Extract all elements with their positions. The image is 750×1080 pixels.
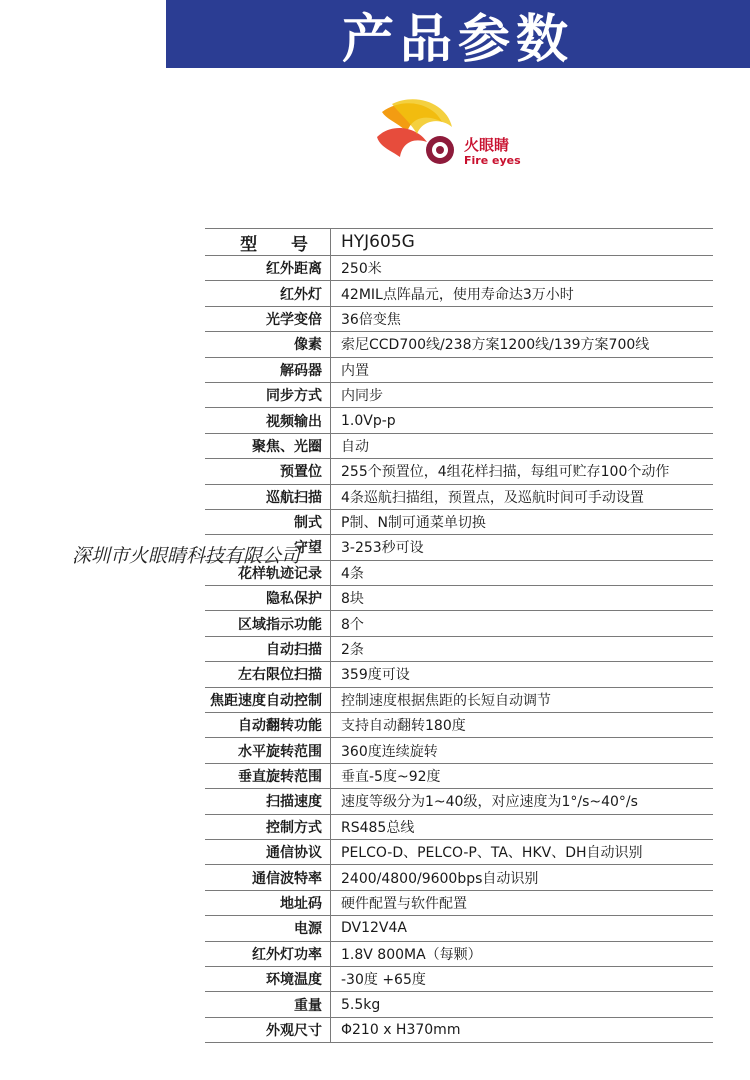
spec-value: 4条 [341, 565, 364, 582]
spec-label: 预置位 [205, 459, 331, 483]
spec-row [205, 358, 713, 383]
spec-row [205, 485, 713, 510]
spec-value: 360度连续旋转 [341, 743, 438, 760]
spec-label: 垂直旋转范围 [205, 764, 331, 788]
spec-label: 通信波特率 [205, 865, 331, 889]
spec-row [205, 434, 713, 459]
spec-value: 1.0Vp-p [341, 412, 396, 429]
spec-row [205, 688, 713, 713]
spec-value: 支持自动翻转180度 [341, 718, 466, 735]
spec-label: 巡航扫描 [205, 485, 331, 509]
spec-label: 制式 [205, 510, 331, 534]
spec-label: 自动翻转功能 [205, 713, 331, 737]
spec-value: 359度可设 [341, 667, 410, 684]
spec-row [205, 789, 713, 814]
spec-label: 外观尺寸 [205, 1018, 331, 1042]
spec-row [205, 332, 713, 357]
spec-label: 自动扫描 [205, 637, 331, 661]
spec-value: 255个预置位，4组花样扫描，每组可贮存100个动作 [341, 464, 670, 481]
spec-row [205, 1018, 713, 1043]
logo-name-cn: 火眼睛 [464, 136, 510, 154]
spec-value: 36倍变焦 [341, 311, 401, 328]
spec-row [205, 637, 713, 662]
spec-label: 守望 [205, 535, 331, 559]
spec-label: 扫描速度 [205, 789, 331, 813]
spec-label: 环境温度 [205, 967, 331, 991]
spec-value: 索尼CCD700线/238方案1200线/139方案700线 [341, 337, 650, 354]
spec-label: 电源 [205, 916, 331, 940]
spec-label: 左右限位扫描 [205, 662, 331, 686]
spec-table [205, 228, 713, 1043]
spec-value: HYJ605G [341, 232, 415, 252]
logo-name-en: Fire eyes [464, 154, 521, 167]
spec-label: 型 号 [205, 229, 331, 255]
spec-row [205, 662, 713, 687]
spec-value: 3-253秒可设 [341, 540, 424, 557]
spec-row [205, 865, 713, 890]
spec-label: 水平旋转范围 [205, 738, 331, 762]
spec-value: 控制速度根据焦距的长短自动调节 [341, 692, 551, 709]
spec-value: 硬件配置与软件配置 [341, 895, 467, 912]
spec-label: 控制方式 [205, 815, 331, 839]
spec-value: 2条 [341, 642, 364, 659]
spec-value: P制、N制可通菜单切换 [341, 515, 486, 532]
spec-row [205, 586, 713, 611]
spec-value: -30度 +65度 [341, 972, 426, 989]
spec-row [205, 408, 713, 433]
spec-label: 焦距速度自动控制 [205, 688, 331, 712]
spec-row [205, 228, 713, 256]
spec-row [205, 815, 713, 840]
spec-row [205, 764, 713, 789]
spec-row [205, 840, 713, 865]
spec-row [205, 992, 713, 1017]
spec-row [205, 510, 713, 535]
page-title: 产品参数 [341, 9, 574, 70]
spec-label: 花样轨迹记录 [205, 561, 331, 585]
spec-row [205, 535, 713, 560]
spec-row [205, 561, 713, 586]
spec-value: 速度等级分为1~40级，对应速度为1°/s~40°/s [341, 794, 638, 811]
spec-value: 42MIL点阵晶元，使用寿命达3万小时 [341, 286, 574, 303]
spec-value: 垂直-5度~92度 [341, 769, 441, 785]
spec-value: DV12V4A [341, 920, 407, 937]
spec-label: 视频输出 [205, 408, 331, 432]
spec-row [205, 256, 713, 281]
spec-row [205, 307, 713, 332]
spec-value: 内置 [341, 362, 369, 379]
spec-label: 通信协议 [205, 840, 331, 864]
spec-value: 250米 [341, 261, 382, 278]
spec-row [205, 713, 713, 738]
spec-value: 自动 [341, 438, 369, 455]
spec-value: 1.8V 800MA（每颗） [341, 946, 482, 963]
spec-row [205, 967, 713, 992]
spec-value: RS485总线 [341, 819, 415, 836]
spec-row [205, 383, 713, 408]
watermark: 深圳市火眼睛科技有限公司 [72, 545, 301, 567]
spec-value: 2400/4800/9600bps自动识别 [341, 870, 539, 887]
spec-value: 内同步 [341, 388, 383, 405]
header-banner [166, 0, 750, 68]
spec-value: Φ210 x H370mm [341, 1021, 461, 1038]
spec-label: 同步方式 [205, 383, 331, 407]
spec-row [205, 281, 713, 306]
spec-value: 5.5kg [341, 996, 381, 1013]
spec-label: 聚焦、光圈 [205, 434, 331, 458]
spec-value: 8个 [341, 616, 364, 633]
spec-label: 红外距离 [205, 256, 331, 280]
spec-row [205, 942, 713, 967]
spec-row [205, 611, 713, 636]
spec-row [205, 738, 713, 763]
spec-label: 地址码 [205, 891, 331, 915]
brand-logo [372, 92, 532, 182]
spec-row [205, 459, 713, 484]
spec-label: 区域指示功能 [205, 611, 331, 635]
spec-label: 红外灯功率 [205, 942, 331, 966]
spec-label: 重量 [205, 992, 331, 1016]
spec-label: 隐私保护 [205, 586, 331, 610]
spec-row [205, 891, 713, 916]
spec-label: 红外灯 [205, 281, 331, 305]
flame-eye-icon [372, 92, 472, 182]
spec-label: 解码器 [205, 358, 331, 382]
spec-row [205, 916, 713, 941]
spec-label: 像素 [205, 332, 331, 356]
spec-value: 8块 [341, 591, 364, 608]
spec-value: 4条巡航扫描组，预置点，及巡航时间可手动设置 [341, 489, 644, 506]
spec-value: PELCO-D、PELCO-P、TA、HKV、DH自动识别 [341, 845, 643, 862]
spec-label: 光学变倍 [205, 307, 331, 331]
